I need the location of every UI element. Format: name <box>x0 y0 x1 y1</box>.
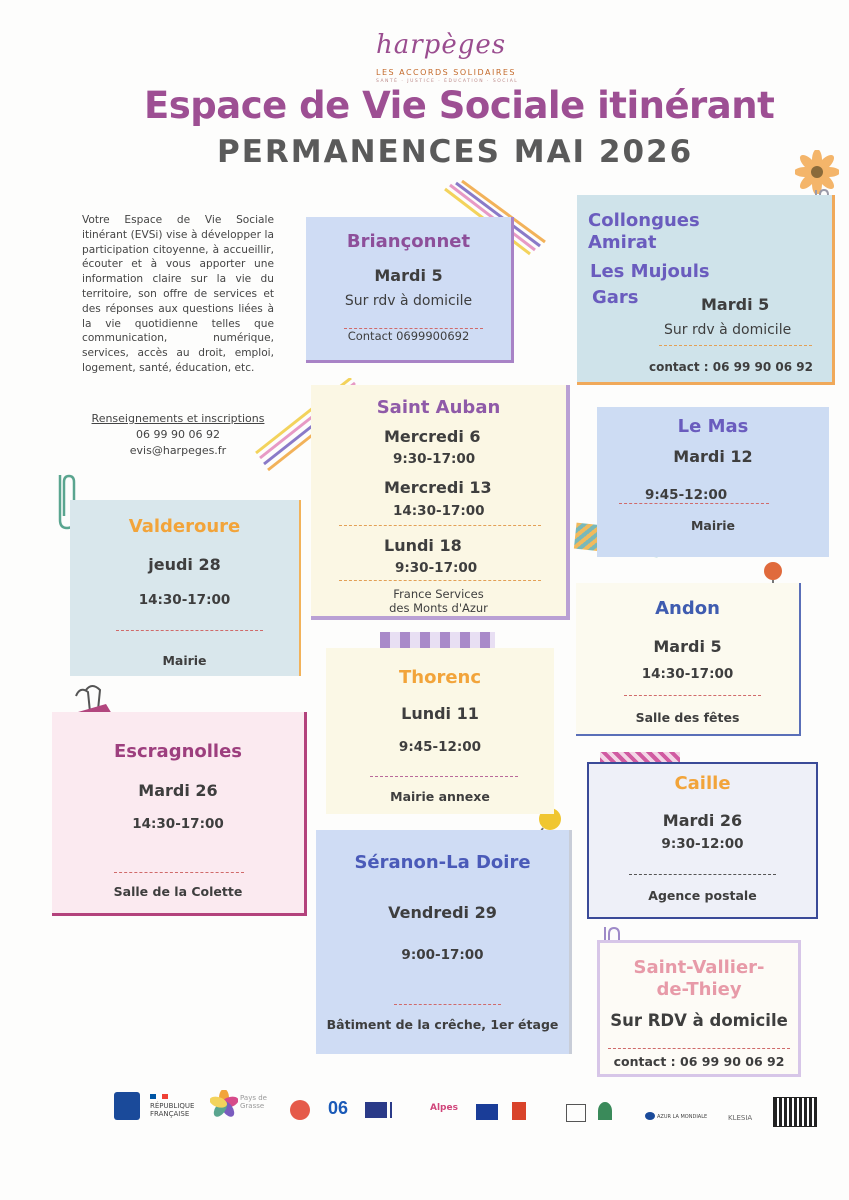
card-collongues <box>577 195 835 385</box>
card-day: Lundi 11 <box>401 704 479 723</box>
card-contact: contact : 06 99 90 06 92 <box>613 1054 785 1069</box>
divider <box>370 776 518 777</box>
logo-tagline: LES ACCORDS SOLIDAIRES <box>376 68 517 77</box>
card-town-name: Séranon-La Doire <box>354 852 531 873</box>
card-brianconnet <box>306 217 514 363</box>
card-valderoure <box>70 500 301 676</box>
card-location: Salle de la Colette <box>113 884 243 899</box>
card-thorenc <box>326 648 554 814</box>
card-location: Bâtiment de la crêche, 1er étage <box>326 1017 559 1032</box>
partner-logo <box>290 1100 310 1120</box>
card-time: 9:45-12:00 <box>645 487 728 503</box>
card-town-name: Thorenc <box>398 667 482 688</box>
card-town-name: Amirat <box>588 232 657 253</box>
departement-06-logo: 06 <box>328 1098 349 1118</box>
divider <box>116 630 263 631</box>
card-town-name: de-Thiey <box>656 979 742 1000</box>
divider <box>619 503 769 504</box>
card-day: Sur RDV à domicile <box>610 1011 788 1030</box>
card-saint-vallier <box>597 940 801 1077</box>
region-logo <box>512 1102 526 1120</box>
card-saint-auban <box>311 385 570 620</box>
card-location: Mairie <box>690 518 736 533</box>
card-time: 14:30-17:00 <box>393 503 485 519</box>
card-time: Sur rdv à domicile <box>664 322 792 338</box>
card-time: 9:45-12:00 <box>398 739 482 755</box>
card-day: Mardi 5 <box>701 295 770 314</box>
divider <box>608 1048 790 1049</box>
card-town-name: Saint-Vallier- <box>633 957 765 978</box>
card-location: Salle des fêtes <box>635 710 740 725</box>
klesia-logo: KLESIA <box>728 1114 753 1122</box>
card-town-name: Andon <box>655 598 720 619</box>
card-day: Mardi 5 <box>653 637 722 656</box>
card-town-name: Caille <box>674 773 731 794</box>
contact-email: evis@harpeges.fr <box>129 444 227 457</box>
card-time: 14:30-17:00 <box>641 666 734 682</box>
card-time: 9:30-12:00 <box>661 836 744 852</box>
page-subtitle: PERMANENCES MAI 2026 <box>217 134 694 170</box>
card-time: 9:30-17:00 <box>395 560 478 576</box>
divider <box>394 1004 501 1005</box>
card-town-name: Saint Auban <box>376 397 501 418</box>
card-location-line: France Services <box>393 587 484 601</box>
card-town-name-block <box>600 957 798 1001</box>
card-location: Mairie <box>162 653 207 668</box>
card-time: 9:00-17:00 <box>401 947 484 963</box>
divider <box>344 328 483 329</box>
logo-subtagline: SANTÉ · JUSTICE · ÉDUCATION · SOCIAL <box>376 79 519 84</box>
card-day: Lundi 18 <box>384 536 462 555</box>
card-time: 14:30-17:00 <box>138 592 231 608</box>
caf-logo <box>114 1092 140 1120</box>
card-town-name: Escragnolles <box>113 741 243 762</box>
card-time: 14:30-17:00 <box>132 816 224 832</box>
divider <box>339 525 541 526</box>
card-day: Vendredi 29 <box>388 903 497 922</box>
card-time: Sur rdv à domicile <box>344 293 473 309</box>
card-location <box>311 587 566 615</box>
pays-grasse-flower-icon <box>210 1090 238 1118</box>
intro-text: Votre Espace de Vie Sociale itinérant (EVSi) vise à développer la participation citoyenne, à accueillir, écouter et à vous apporter une information claire sur la vie du territoire, son offre de services et des réponses aux questions liées à la vie quotidienne telles que communication, numérique, services, accès au droit, emploi, logement, santé, éducation, etc. <box>82 214 274 374</box>
azur-logo-icon <box>645 1112 655 1120</box>
partner-logo-4 <box>598 1102 612 1120</box>
partner-logo-3 <box>566 1104 586 1122</box>
azur-logo: AZUR LA MONDIALE <box>657 1114 708 1120</box>
card-location: Agence postale <box>648 888 757 903</box>
contact-block <box>82 411 274 459</box>
card-day: Mardi 12 <box>673 447 753 466</box>
card-le-mas <box>597 407 829 557</box>
card-caille <box>587 762 818 919</box>
republique-francaise-logo <box>150 1094 198 1118</box>
card-escragnolles <box>52 712 307 916</box>
card-town-name: Le Mas <box>677 416 749 437</box>
alpes-logo: Alpes <box>430 1103 458 1113</box>
french-flag-icon <box>150 1094 168 1099</box>
card-day: Mardi 26 <box>662 811 743 830</box>
card-town-name: Gars <box>592 287 639 308</box>
card-day: Mercredi 13 <box>384 478 492 497</box>
card-day: Mardi 26 <box>138 781 218 800</box>
card-time: 9:30-17:00 <box>393 451 476 467</box>
card-town-name: Collongues <box>588 210 700 231</box>
card-contact: Contact 0699900692 <box>347 329 470 343</box>
eu-flag-icon <box>476 1104 498 1120</box>
card-town-name: Les Mujouls <box>590 261 710 282</box>
logo-label: RÉPUBLIQUE FRANÇAISE <box>150 1102 195 1118</box>
divider <box>629 874 776 875</box>
pays-grasse-logo: Pays de Grasse <box>240 1094 267 1110</box>
card-seranon <box>316 830 572 1054</box>
divider <box>624 695 761 696</box>
contact-heading: Renseignements et inscriptions <box>91 412 265 425</box>
partner-logo-2-text <box>390 1102 420 1118</box>
card-day: Mardi 5 <box>374 266 443 285</box>
contact-phone: 06 99 90 06 92 <box>136 428 220 441</box>
card-town-name: Valderoure <box>128 516 241 537</box>
partner-logo-2 <box>365 1102 387 1118</box>
harpeges-logo: harpèges <box>376 30 507 60</box>
divider <box>114 872 244 873</box>
card-town-name: Briançonnet <box>346 231 471 252</box>
qr-code-icon <box>773 1097 817 1127</box>
card-day: Mercredi 6 <box>384 427 481 446</box>
card-contact: contact : 06 99 90 06 92 <box>649 360 813 374</box>
page-title: Espace de Vie Sociale itinérant <box>144 84 775 127</box>
divider <box>339 580 541 581</box>
card-andon <box>576 583 801 736</box>
card-location: Mairie annexe <box>390 789 490 804</box>
divider <box>659 345 812 346</box>
card-day: jeudi 28 <box>148 555 221 574</box>
card-location-line: des Monts d'Azur <box>389 601 488 615</box>
